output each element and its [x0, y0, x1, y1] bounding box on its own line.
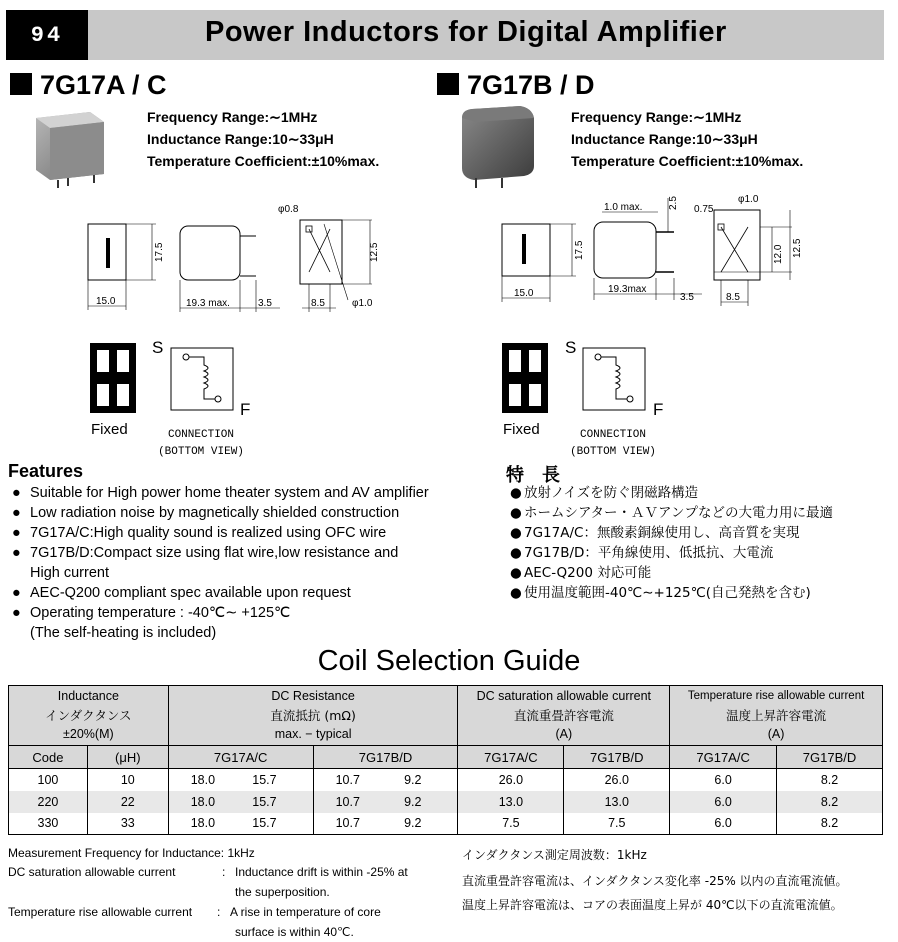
- cell: 13.0: [564, 791, 670, 813]
- cell: 220: [9, 791, 88, 813]
- connection-caption: [156, 427, 246, 461]
- page-title: Power Inductors for Digital Amplifier: [205, 16, 727, 48]
- table-row: [9, 769, 883, 791]
- bullet-icon: ●: [12, 525, 21, 541]
- col-temp-ac: 7G17A/C: [670, 746, 777, 769]
- col-dcr-ac: 7G17A/C: [168, 746, 313, 769]
- specs-left: [147, 106, 379, 172]
- dim-text: φ1.0: [352, 298, 373, 309]
- cell: 18.0: [168, 769, 240, 791]
- dim-text: 15.0: [514, 288, 534, 299]
- dim-text: 17.5: [574, 240, 585, 260]
- f-terminal-label: F: [240, 400, 251, 419]
- note-jp: 温度上昇許容電流は、コアの表面温度上昇が 40℃以下の直流電流値。: [462, 898, 843, 912]
- note-dc-label: DC saturation allowable current: [8, 865, 176, 879]
- cell: 7.5: [564, 813, 670, 835]
- dim-text: 12.0: [773, 244, 784, 264]
- cell: 10: [87, 769, 168, 791]
- list-item: [12, 603, 429, 623]
- features-list: [12, 483, 429, 643]
- list-item: [12, 583, 429, 603]
- spec-frequency: Frequency Range:∼1MHz: [147, 109, 318, 125]
- coil-selection-table: [8, 685, 883, 835]
- cell: 6.0: [670, 791, 777, 813]
- col-sat-ac: 7G17A/C: [458, 746, 564, 769]
- dim-text: 3.5: [258, 298, 272, 309]
- note-jp: 直流重畳許容電流は、インダクタンス変化率 -25% 以内の直流電流値。: [462, 874, 848, 888]
- specs-right: [571, 106, 803, 172]
- spec-inductance: Inductance Range:10∼33μH: [571, 131, 758, 147]
- model-heading-right: [437, 70, 595, 101]
- note-temp-text: A rise in temperature of core: [230, 905, 381, 919]
- col-code: Code: [9, 746, 88, 769]
- bullet-icon: ●: [510, 565, 522, 581]
- header-line: 直流重畳許容電流: [513, 708, 614, 723]
- cell: 100: [9, 769, 88, 791]
- section-title: Coil Selection Guide: [317, 645, 581, 677]
- col-dcr-bd: 7G17B/D: [313, 746, 458, 769]
- fixed-label: Fixed: [91, 421, 128, 438]
- dim-text: 19.3max: [608, 284, 647, 295]
- cell: 10.7: [313, 769, 385, 791]
- feature-text: 7G17B/D：平角線使用、低抵抗、大電流: [524, 545, 774, 561]
- cell: 8.2: [777, 791, 883, 813]
- connection-line: CONNECTION: [579, 429, 646, 441]
- features-list-jp: [510, 483, 833, 603]
- dim-text: φ0.8: [278, 204, 299, 215]
- feature-text: 使用温度範囲-40℃∼+125℃(自己発熱を含む): [524, 585, 811, 601]
- list-item: [510, 483, 833, 503]
- list-item-cont: [12, 623, 429, 643]
- features-title-jp: 特 長: [506, 465, 560, 486]
- cell: 6.0: [670, 769, 777, 791]
- list-item: [12, 523, 429, 543]
- feature-text: 放射ノイズを防ぐ閉磁路構造: [524, 485, 699, 501]
- col-uh: (μH): [87, 746, 168, 769]
- bullet-icon: ●: [12, 505, 21, 521]
- header-dc-saturation: [458, 686, 670, 746]
- feature-text: Operating temperature : -40℃∼ +125℃: [30, 605, 291, 621]
- feature-text: AEC-Q200 対応可能: [524, 565, 652, 581]
- feature-text: ホームシアター・ＡＶアンプなどの大電力用に最適: [524, 505, 834, 521]
- header-dc-resistance: [168, 686, 458, 746]
- spec-frequency: Frequency Range:∼1MHz: [571, 109, 742, 125]
- dim-text: 2.5: [668, 196, 679, 210]
- col-sat-bd: 7G17B/D: [564, 746, 670, 769]
- table-header-row: [9, 686, 883, 746]
- model-name: 7G17A / C: [40, 70, 167, 100]
- list-item: [510, 583, 833, 603]
- square-bullet-icon: [437, 73, 459, 95]
- cell: 9.2: [385, 791, 458, 813]
- list-item: [510, 543, 833, 563]
- header-temp-rise: [670, 686, 883, 746]
- cell: 330: [9, 813, 88, 835]
- square-bullet-icon: [10, 73, 32, 95]
- cell: 15.7: [240, 791, 313, 813]
- dimension-drawing-left: [80, 200, 380, 315]
- cell: 33: [87, 813, 168, 835]
- list-item: [12, 543, 429, 563]
- cell: 6.0: [670, 813, 777, 835]
- cell: 7.5: [458, 813, 564, 835]
- dimension-drawing-right: [492, 188, 812, 308]
- bullet-icon: ●: [12, 585, 21, 601]
- header-line: DC saturation allowable current: [476, 689, 652, 703]
- header-line: (A): [767, 727, 785, 741]
- feature-text: Low radiation noise by magnetically shielded construction: [30, 505, 400, 521]
- header-line: Temperature rise allowable current: [687, 690, 865, 702]
- cell: 8.2: [777, 813, 883, 835]
- list-item: [510, 523, 833, 543]
- s-terminal-label: S: [152, 338, 164, 357]
- cell: 26.0: [564, 769, 670, 791]
- dim-text: 12.5: [792, 238, 803, 258]
- feature-text: AEC-Q200 compliant spec available upon request: [30, 585, 351, 601]
- features-title: Features: [8, 461, 84, 481]
- cell: 10.7: [313, 791, 385, 813]
- list-item: [510, 503, 833, 523]
- dim-text: 15.0: [96, 296, 116, 307]
- bullet-icon: ●: [510, 525, 522, 541]
- dim-text: 0.75: [694, 204, 714, 215]
- bullet-icon: ●: [510, 485, 522, 501]
- s-terminal-label: S: [565, 338, 577, 357]
- cell: 9.2: [385, 769, 458, 791]
- list-item: [510, 563, 833, 583]
- inductor-photo-right: [456, 104, 542, 190]
- cell: 18.0: [168, 813, 240, 835]
- connection-line: (BOTTOM VIEW): [570, 446, 656, 458]
- page-number: 94: [6, 10, 88, 60]
- dim-text: 3.5: [680, 292, 694, 303]
- spec-temp-coef: Temperature Coefficient:±10%max.: [147, 153, 380, 169]
- dim-text: 19.3 max.: [186, 298, 230, 309]
- cell: 26.0: [458, 769, 564, 791]
- note-temp-colon: :: [217, 905, 221, 919]
- dim-text: 1.0 max.: [604, 202, 643, 213]
- table-row: [9, 791, 883, 813]
- cell: 22: [87, 791, 168, 813]
- dim-text: 8.5: [311, 298, 325, 309]
- note-temp-text: surface is within 40℃.: [235, 925, 354, 939]
- feature-text: 7G17A/C：無酸素銅線使用し、高音質を実現: [524, 525, 800, 541]
- dim-text: 12.5: [369, 242, 380, 262]
- col-temp-bd: 7G17B/D: [777, 746, 883, 769]
- model-name: 7G17B / D: [467, 70, 595, 100]
- list-item-cont: [12, 563, 429, 583]
- cell: 15.7: [240, 769, 313, 791]
- feature-text: Suitable for High power home theater system and AV amplifier: [30, 485, 429, 501]
- model-heading-left: [10, 70, 167, 101]
- coil-schematic-icon: [170, 347, 234, 411]
- connection-line: (BOTTOM VIEW): [158, 446, 244, 458]
- fixed-core-icon: [90, 343, 136, 413]
- header-inductance: [9, 686, 169, 746]
- table-subheader-row: [9, 746, 883, 769]
- cell: 9.2: [385, 813, 458, 835]
- feature-text: High current: [30, 565, 109, 581]
- header-line: ±20%(M): [63, 727, 114, 741]
- inductor-photo-left: [28, 108, 113, 190]
- bullet-icon: ●: [12, 485, 21, 501]
- note-temp-label: Temperature rise allowable current: [8, 905, 193, 919]
- header-line: 直流抵抗 (mΩ): [270, 708, 356, 723]
- feature-text: (The self-heating is included): [30, 625, 217, 641]
- cell: 13.0: [458, 791, 564, 813]
- header-line: 温度上昇許容電流: [726, 708, 827, 723]
- table-row: [9, 813, 883, 835]
- connection-caption: [568, 427, 658, 461]
- header-line: max. − typical: [274, 727, 352, 741]
- note-dc-text: Inductance drift is within -25% at: [235, 865, 408, 879]
- f-terminal-label: F: [653, 400, 664, 419]
- bullet-icon: ●: [12, 545, 21, 561]
- header-line: Inductance: [57, 689, 119, 703]
- dim-text: φ1.0: [738, 194, 759, 205]
- spec-temp-coef: Temperature Coefficient:±10%max.: [571, 153, 804, 169]
- cell: 8.2: [777, 769, 883, 791]
- connection-line: CONNECTION: [167, 429, 234, 441]
- feature-text: 7G17B/D:Compact size using flat wire,low resistance and: [30, 545, 399, 561]
- header-line: インダクタンス: [45, 708, 132, 723]
- list-item: [12, 483, 429, 503]
- cell: 15.7: [240, 813, 313, 835]
- note-jp: インダクタンス測定周波数：1kHz: [462, 848, 647, 862]
- note-dc-text: the superposition.: [235, 885, 330, 899]
- header-line: DC Resistance: [271, 689, 355, 703]
- bullet-icon: ●: [510, 505, 522, 521]
- bullet-icon: ●: [12, 605, 21, 621]
- dim-text: 17.5: [154, 242, 165, 262]
- cell: 10.7: [313, 813, 385, 835]
- header-line: (A): [555, 727, 573, 741]
- fixed-core-icon: [502, 343, 548, 413]
- spec-inductance: Inductance Range:10∼33μH: [147, 131, 334, 147]
- cell: 18.0: [168, 791, 240, 813]
- coil-schematic-icon: [582, 347, 646, 411]
- note-frequency: Measurement Frequency for Inductance: 1kHz: [8, 846, 255, 860]
- bullet-icon: ●: [510, 545, 522, 561]
- note-dc-colon: :: [222, 865, 226, 879]
- list-item: [12, 503, 429, 523]
- fixed-label: Fixed: [503, 421, 540, 438]
- feature-text: 7G17A/C:High quality sound is realized using OFC wire: [30, 525, 387, 541]
- bullet-icon: ●: [510, 585, 522, 601]
- dim-text: 8.5: [726, 292, 740, 303]
